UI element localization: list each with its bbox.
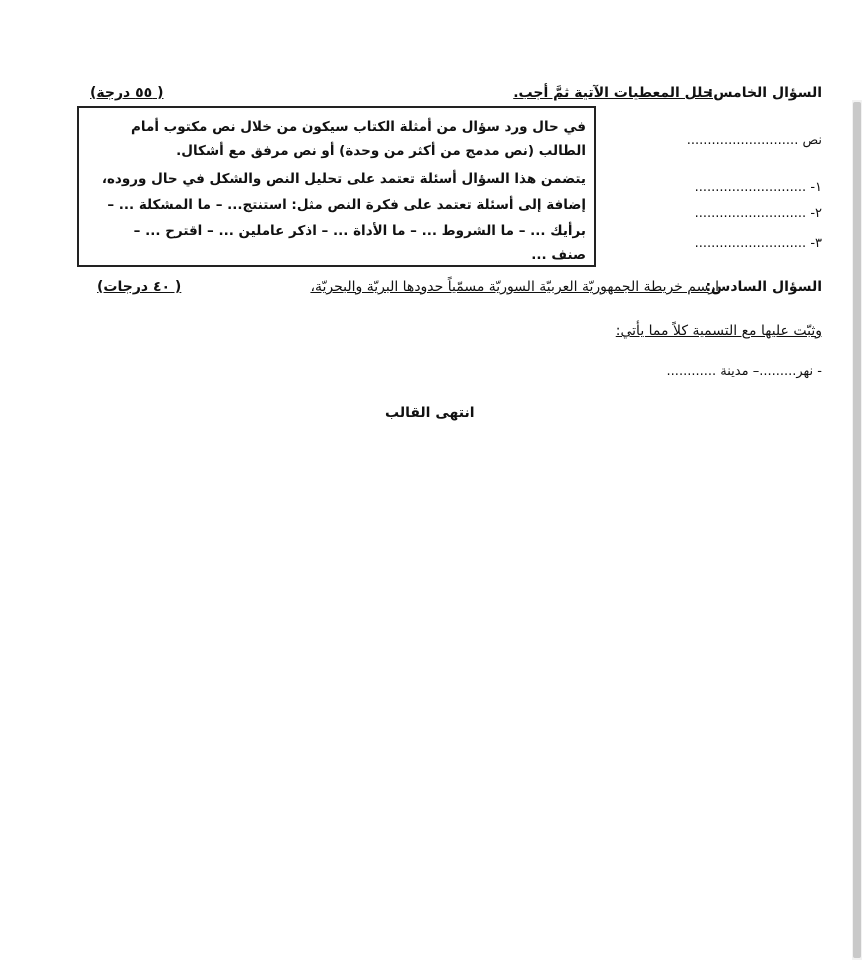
note-line-4: إضافة إلى أسئلة تعتمد على فكرة النص مثل: استنتج... – ما المشكلة ... – (107, 197, 586, 213)
q5-note-box (77, 106, 596, 267)
q5-text-label: نص ........................... (686, 133, 822, 148)
scrollbar-thumb[interactable] (853, 102, 861, 958)
q5-title: السؤال الخامس: (707, 85, 822, 101)
q5-item-1: ١- ........................... (694, 180, 822, 195)
note-line-6: صنف ... (531, 247, 586, 263)
note-line-2: الطالب (نص مدمج من أكثر من وحدة) أو نص مرفق مع أشكال. (176, 143, 586, 159)
q6-instruction: ارسم خريطة الجمهوريّة العربيّة السوريّة مسمّياً حدودها البريّة والبحريّة، (310, 279, 719, 295)
q5-item-3: ٣- ........................... (694, 236, 822, 251)
end-text: انتهى القالب (385, 405, 475, 421)
q6-title: السؤال السادس: (705, 279, 822, 295)
note-line-5: برأيك ... – ما الشروط ... – ما الأداة ... – اذكر عاملين ... – اقترح ... – (133, 223, 586, 239)
q6-score: ( ٤٠ درجات) (97, 279, 182, 295)
note-line-1: في حال ورد سؤال من أمثلة الكتاب سيكون من خلال نص مكتوب أمام (131, 119, 586, 135)
q6-list-item: - نهر.........– مدينة ............ (666, 364, 822, 379)
q5-score: ( ٥٥ درجة) (90, 85, 164, 101)
q5-item-2: ٢- ........................... (694, 206, 822, 221)
q5-instruction: حلل المعطيات الآتية ثمَّ أجب. (513, 85, 713, 101)
note-line-3: يتضمن هذا السؤال أسئلة تعتمد على تحليل النص والشكل في حال وروده، (101, 171, 586, 187)
q6-sub-instruction: وثبّت عليها مع التسمية كلاً مما يأتي: (615, 323, 822, 339)
